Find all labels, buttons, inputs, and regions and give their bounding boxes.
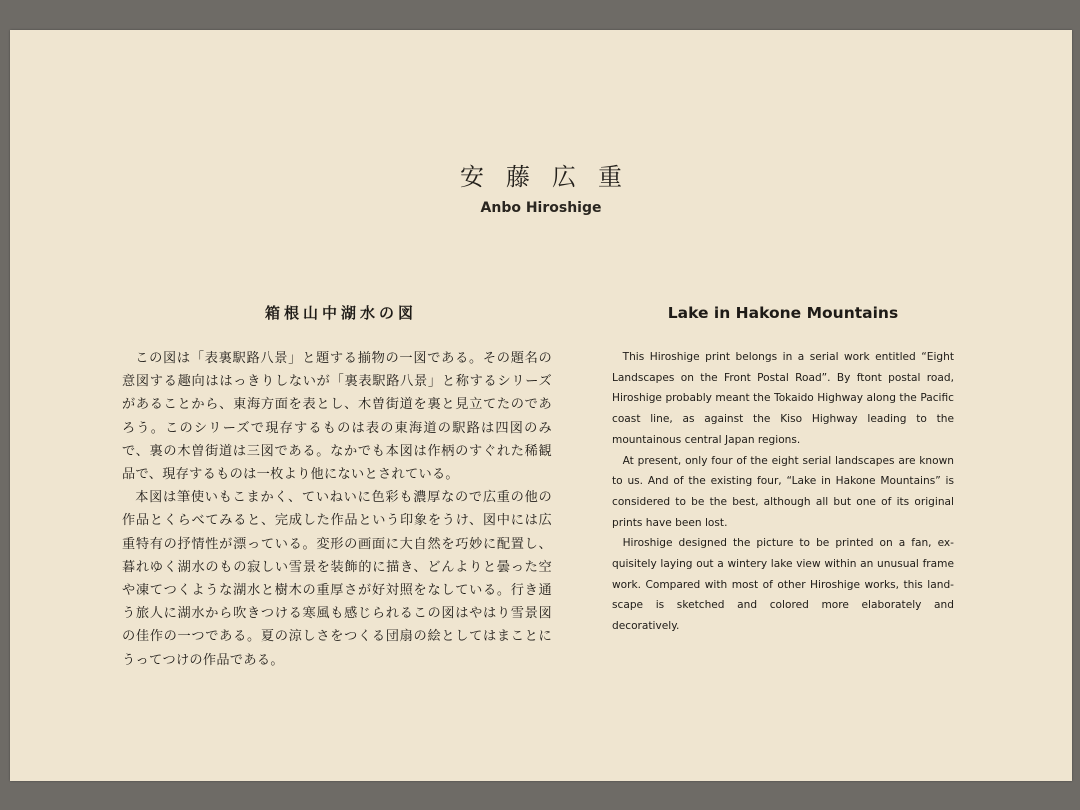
artist-name-japanese: 安藤広重 (460, 163, 644, 191)
english-paragraph: At present, only four of the eight serial landscapes are known to us. And of the existing four, “Lake in Hakone Mountains” is considered to be the best, although all but one of its original prints have been lost. (612, 454, 954, 529)
artist-name-english: Anbo Hiroshige (480, 200, 602, 216)
japanese-heading: 箱根山中湖水の図 (264, 304, 417, 322)
japanese-paragraph: この図は「表裏駅路八景」と題する揃物の一図である。その題名の意図する趣向ははっきりしないが「裏表駅路八景」と称するシリーズがあることから、東海方面を表とし、木曽街道を裏と見立てたのであろう。このシリーズで現存するものは表の東海道の駅路は四図のみで、裏の木曽街道は三図である。なかでも本図は作柄のすぐれた稀観品で、現存するものは一枚より他にないとされている。 (122, 351, 552, 483)
english-column (612, 303, 954, 637)
japanese-column (122, 303, 552, 672)
document-sheet (10, 30, 1072, 781)
english-heading: Lake in Hakone Mountains (667, 304, 899, 322)
english-paragraph: Hiroshige designed the picture to be printed on a fan, exquisitely laying out a wintery lake view within an unusual frame work. Compared with most of other Hiroshige works, this landscape is sketched and colored more elaborately and decoratively. (612, 537, 954, 633)
english-paragraph: This Hiroshige print belongs in a serial work entitled “Eight Landscapes on the Front Postal Road”. By ftont postal road, Hiroshige probably meant the Tokaido Highway along the Pacific coast line, as against the Kiso Highway leading to the mountainous central Japan regions. (612, 351, 954, 446)
japanese-paragraph: 本図は筆使いもこまかく、ていねいに色彩も濃厚なので広重の他の作品とくらべてみると、完成した作品という印象をうけ、図中には広重特有の抒情性が漂っている。変形の画面に大自然を巧妙に配置し、暮れゆく湖水のもの寂しい雪景を装飾的に描き、どんよりと曇った空や凍てつくような湖水と樹木の重厚さが好対照をなしている。行き通う旅人に湖水から吹きつける寒風も感じられるこの図はやはり雪景図の佳作の一つである。夏の涼しさをつくる団扇の絵としてはまことにうってつけの作品である。 (122, 490, 552, 668)
